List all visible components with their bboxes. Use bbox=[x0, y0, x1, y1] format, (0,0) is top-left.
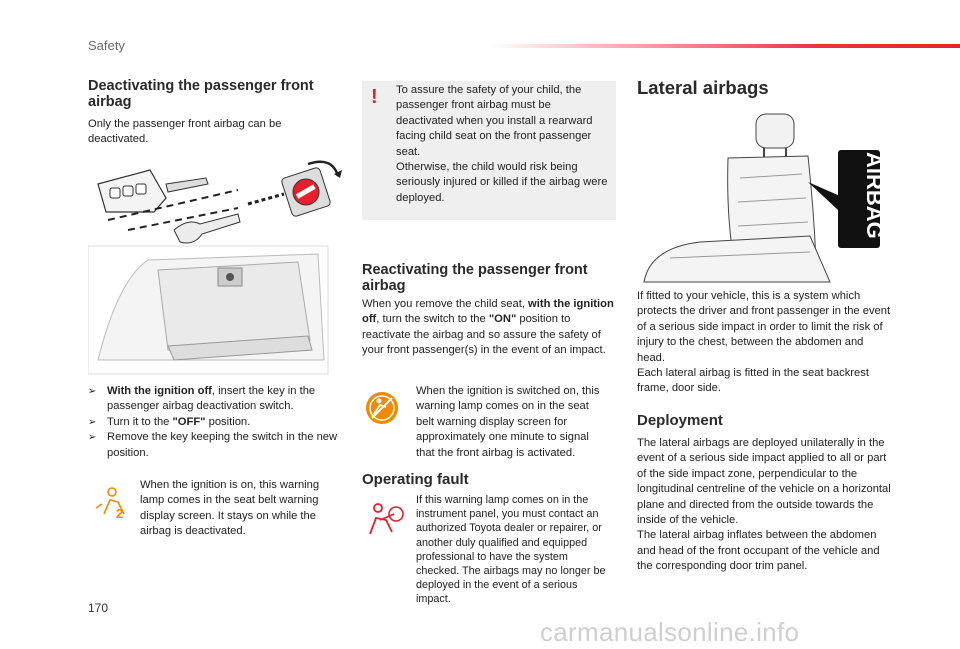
deployment-heading: Deployment bbox=[637, 412, 723, 429]
section-title: Safety bbox=[88, 38, 125, 53]
watermark: carmanualsonline.info bbox=[540, 617, 800, 647]
deactivate-heading: Deactivating the passenger front airbag bbox=[88, 78, 314, 110]
glovebox-illustration bbox=[88, 246, 328, 374]
page-number: 170 bbox=[88, 601, 109, 615]
seat-illustration bbox=[644, 114, 830, 282]
fault-text: If this warning lamp comes on in the instrument panel, you must contact an authorized Toyota dealer or repairer, or another duly qualified and equipped professional to have the system checked. The airbags may no longer be deployed in the event of a serious impact. bbox=[416, 494, 606, 606]
fault-heading: Operating fault bbox=[362, 471, 469, 488]
activated-lamp-note: When the ignition is switched on, this warning lamp comes on in the seat belt warning display screen for approximately one minute to signal that the front airbag is activated. bbox=[416, 385, 600, 459]
deployment-text: The lateral airbags are deployed unilaterally in the event of a serious side impact applied to all or part of the side impact zone, perpendicular to the longitudinal centreline of the vehicle on a horizontal plane and directed from the outside towards the inside of the vehicle. The lateral airbag inflates between the abdomen and head of the front occupant of the vehicle and the corresponding door trim panel. bbox=[637, 437, 891, 573]
svg-text:2: 2 bbox=[116, 506, 124, 520]
airbag-label-badge bbox=[838, 150, 887, 248]
key-fob-illustration bbox=[98, 170, 208, 212]
seat-airbag-illustration bbox=[640, 112, 890, 284]
lateral-airbags-heading: Lateral airbags bbox=[637, 77, 769, 98]
lateral-intro: If fitted to your vehicle, this is a system which protects the driver and front passenger in the event of a serious side impact in order to limit the risk of injury to the chest, between the abdomen and head. Each lateral airbag is fitted in the seat backrest frame, door side. bbox=[637, 290, 891, 395]
list-item: ➢ Remove the key keeping the switch in the new position. bbox=[88, 431, 338, 459]
key-illustration bbox=[174, 214, 240, 243]
list-item: ➢ With the ignition off, insert the key in the passenger airbag deactivation switch. bbox=[88, 385, 316, 413]
warning-mark-icon: ! bbox=[371, 86, 378, 108]
list-item: ➢ Turn it to the "OFF" position. bbox=[88, 415, 251, 428]
airbag-on-lamp-icon bbox=[364, 390, 400, 426]
child-seat-warning: To assure the safety of your child, the passenger front airbag must be deactivated when you install a rearward facing child seat on the front passenger seat. Otherwise, the child would risk being seriously injured or killed if the airbag were deployed. bbox=[396, 84, 608, 204]
reactivate-text: When you remove the child seat, with the ignition off, turn the switch to the "ON" position to reactivate the airbag and so assure the safety of your front passenger(s) in the event of an impact. bbox=[362, 298, 614, 357]
deactivate-intro: Only the passenger front airbag can be deactivated. bbox=[88, 118, 282, 146]
deactivation-steps bbox=[88, 384, 340, 461]
reactivate-heading: Reactivating the passenger front airbag bbox=[362, 262, 588, 294]
header-rule bbox=[490, 44, 960, 48]
deactivation-switch-illustration bbox=[281, 162, 342, 217]
svg-text:AIRBAG: AIRBAG bbox=[862, 152, 887, 239]
key-switch-illustration bbox=[88, 150, 343, 375]
deactivated-lamp-note: When the ignition is on, this warning lamp comes in the seat belt warning display screen. It stays on while the airbag is deactivated. bbox=[140, 479, 320, 538]
airbag-off-lamp-icon bbox=[92, 484, 132, 520]
airbag-fault-lamp-icon bbox=[364, 500, 408, 540]
